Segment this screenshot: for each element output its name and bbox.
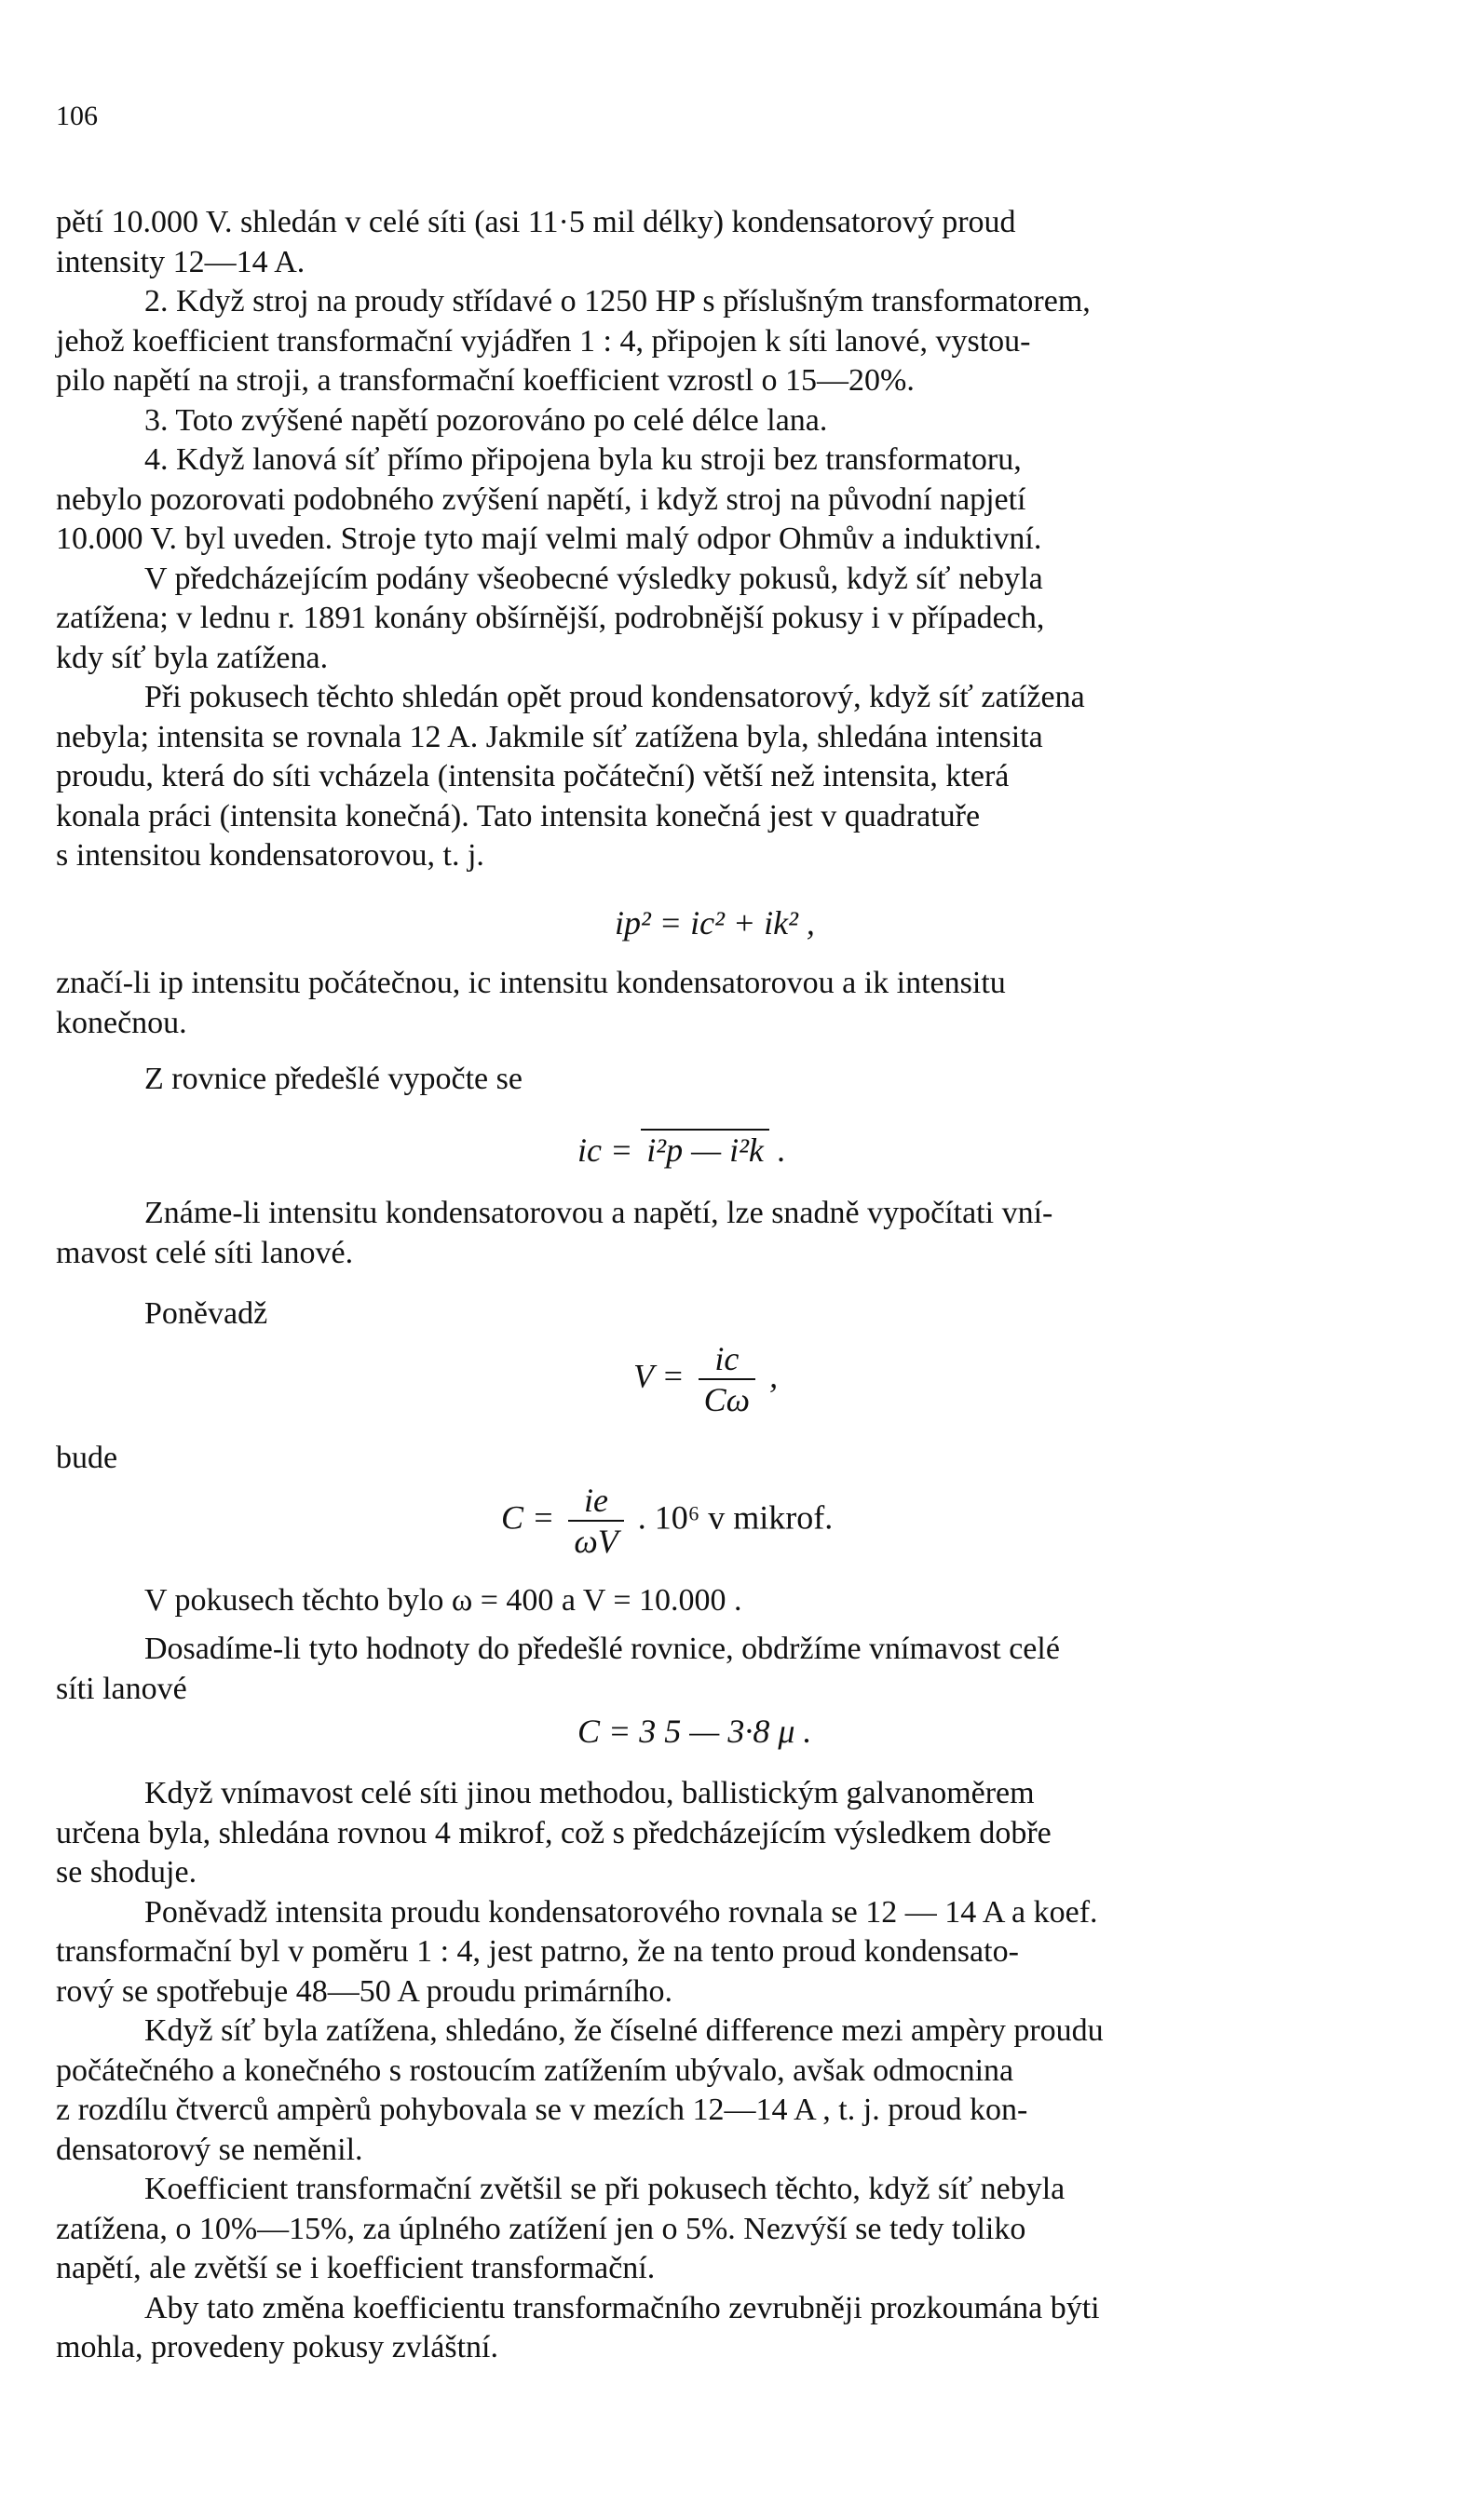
fraction [568,1481,623,1561]
equation-lhs: V = [633,1357,685,1395]
text-line: pětí 10.000 V. shledán v celé síti (asi 11·5 mil délky) kondensatorový proud [56,205,1016,239]
text-line: mohla, provedeny pokusy zvláštní. [56,2330,498,2364]
text-line: 10.000 V. byl uveden. Stroje tyto mají velmi malý odpor Ohmův a induktivní. [56,522,1042,556]
text-line: Koefficient transformační zvětšil se při pokusech těchto, když síť nebyla [144,2172,1066,2206]
text-line: 3. Toto zvýšené napětí pozorováno po celé délce lana. [144,402,828,438]
text-line: kdy síť byla zatížena. [56,640,329,675]
text-line: 2. Když stroj na proudy střídavé o 1250 HP s příslušným transformatorem, [144,284,1091,318]
text-line: nebylo pozorovati podobného zvýšení napětí, i když stroj na původní napjetí [56,481,1026,517]
text-line: bude [56,1441,118,1475]
equation-tail: , [769,1357,779,1395]
text-line: Když vnímavost celé síti jinou methodou, ballistickým galvanoměrem [144,1776,1035,1810]
text-line: zatížena; v lednu r. 1891 konány obšírnější, podrobnější pokusy i v případech, [56,601,1045,635]
text-line: V předcházejícím podány všeobecné výsledky pokusů, když síť nebyla [144,561,1043,596]
denominator: ωV [568,1520,623,1561]
text-line: Dosadíme-li tyto hodnoty do předešlé rovnice, obdržíme vnímavost celé [144,1632,1060,1666]
text-line: napětí, ale zvětší se i koefficient transformační. [56,2251,656,2285]
text-line: nebyla; intensita se rovnala 12 A. Jakmile síť zatížena byla, shledána intensita [56,719,1043,754]
text-line: konala práci (intensita konečná). Tato intensita konečná jest v quadratuře [56,798,981,833]
text-line: transformační byl v poměru 1 : 4, jest patrno, že na tento proud kondensato- [56,1934,1019,1969]
text-line: pilo napětí na stroji, a transformační koefficient vzrostl o 15—20%. [56,363,915,398]
equation-4 [501,1481,833,1561]
equation-lhs: ic = [577,1131,633,1169]
text-line: Když síť byla zatížena, shledáno, že číselné difference mezi ampèry proudu [144,2013,1104,2048]
text-line: proudu, která do síti vcházela (intensita počáteční) větší než intensita, která [56,759,1010,793]
equation-tail: . [777,1131,786,1169]
square-root [641,1129,769,1170]
text-line: zatížena, o 10%—15%, za úplného zatížení jen o 5%. Nezvýší se tedy toliko [56,2211,1026,2246]
equation-1: ip² = ic² + ik² , [615,904,815,942]
equation-5: C = 3 5 — 3·8 μ . [577,1713,812,1750]
text-line: počátečného a konečného s rostoucím zatížením ubývalo, avšak odmocnina [56,2053,1014,2088]
equation-tail: . 10⁶ v mikrof. [637,1498,834,1537]
text-line: jehož koefficient transformační vyjádřen 1 : 4, připojen k síti lanové, vystou- [56,323,1031,359]
text-line: Poněvadž intensita proudu kondensatorového rovnala se 12 — 14 A a koef. [144,1894,1098,1930]
page-number: 106 [56,101,98,131]
equation-2 [577,1129,786,1170]
text-line: mavost celé síti lanové. [56,1235,354,1270]
text-line: intensity 12—14 A. [56,244,305,279]
equation-lhs: C = [501,1498,555,1537]
text-line: Aby tato změna koefficientu transformačního zevrubněji prozkoumána býti [144,2290,1100,2325]
text-line: se shoduje. [56,1855,197,1890]
text-line: densatorový se neměnil. [56,2132,363,2167]
text-line: V pokusech těchto bylo ω = 400 a V = 10.000 . [144,1583,742,1618]
paragraph-block-2 [56,964,1413,1043]
text-line: Při pokusech těchto shledán opět proud kondensatorový, když síť zatížena [144,680,1085,714]
text-line: rový se spotřebuje 48—50 A proudu primárního. [56,1973,672,2009]
paragraph-block-7 [56,1581,1413,1621]
text-line: 4. Když lanová síť přímo připojena byla ku stroji bez transformatoru, [144,442,1022,477]
text-line: určena byla, shledána rovnou 4 mikrof, což s předcházejícím výsledkem dobře [56,1815,1052,1850]
equation-3 [633,1339,778,1419]
radicand: i²p — i²k [646,1131,764,1169]
text-line: konečnou. [56,1005,187,1040]
text-line: značí-li ip intensitu počátečnou, ic intensitu kondensatorovou a ik intensitu [56,966,1006,1000]
denominator: Cω [699,1378,755,1419]
text-line: Známe-li intensitu kondensatorovou a napětí, lze snadně vypočítati vní- [144,1196,1053,1230]
paragraph-block-3 [56,1060,1413,1100]
numerator: ic [714,1340,740,1377]
paragraph-block-9 [56,1774,1413,2368]
paragraph-block-5 [56,1294,1413,1335]
text-line: s intensitou kondensatorovou, t. j. [56,838,484,873]
paragraph-block-8 [56,1630,1413,1709]
text-line: z rozdílu čtverců ampèrů pohybovala se v mezích 12—14 A , t. j. proud kon- [56,2093,1028,2127]
text-line: Z rovnice předešlé vypočte se [144,1062,523,1096]
paragraph-block-6 [56,1439,1413,1479]
paragraph-block-1 [56,203,1413,876]
text-line: síti lanové [56,1671,187,1706]
paragraph-block-4 [56,1194,1413,1273]
text-line: Poněvadž [144,1296,268,1331]
numerator: ie [584,1482,609,1519]
fraction [699,1339,755,1419]
